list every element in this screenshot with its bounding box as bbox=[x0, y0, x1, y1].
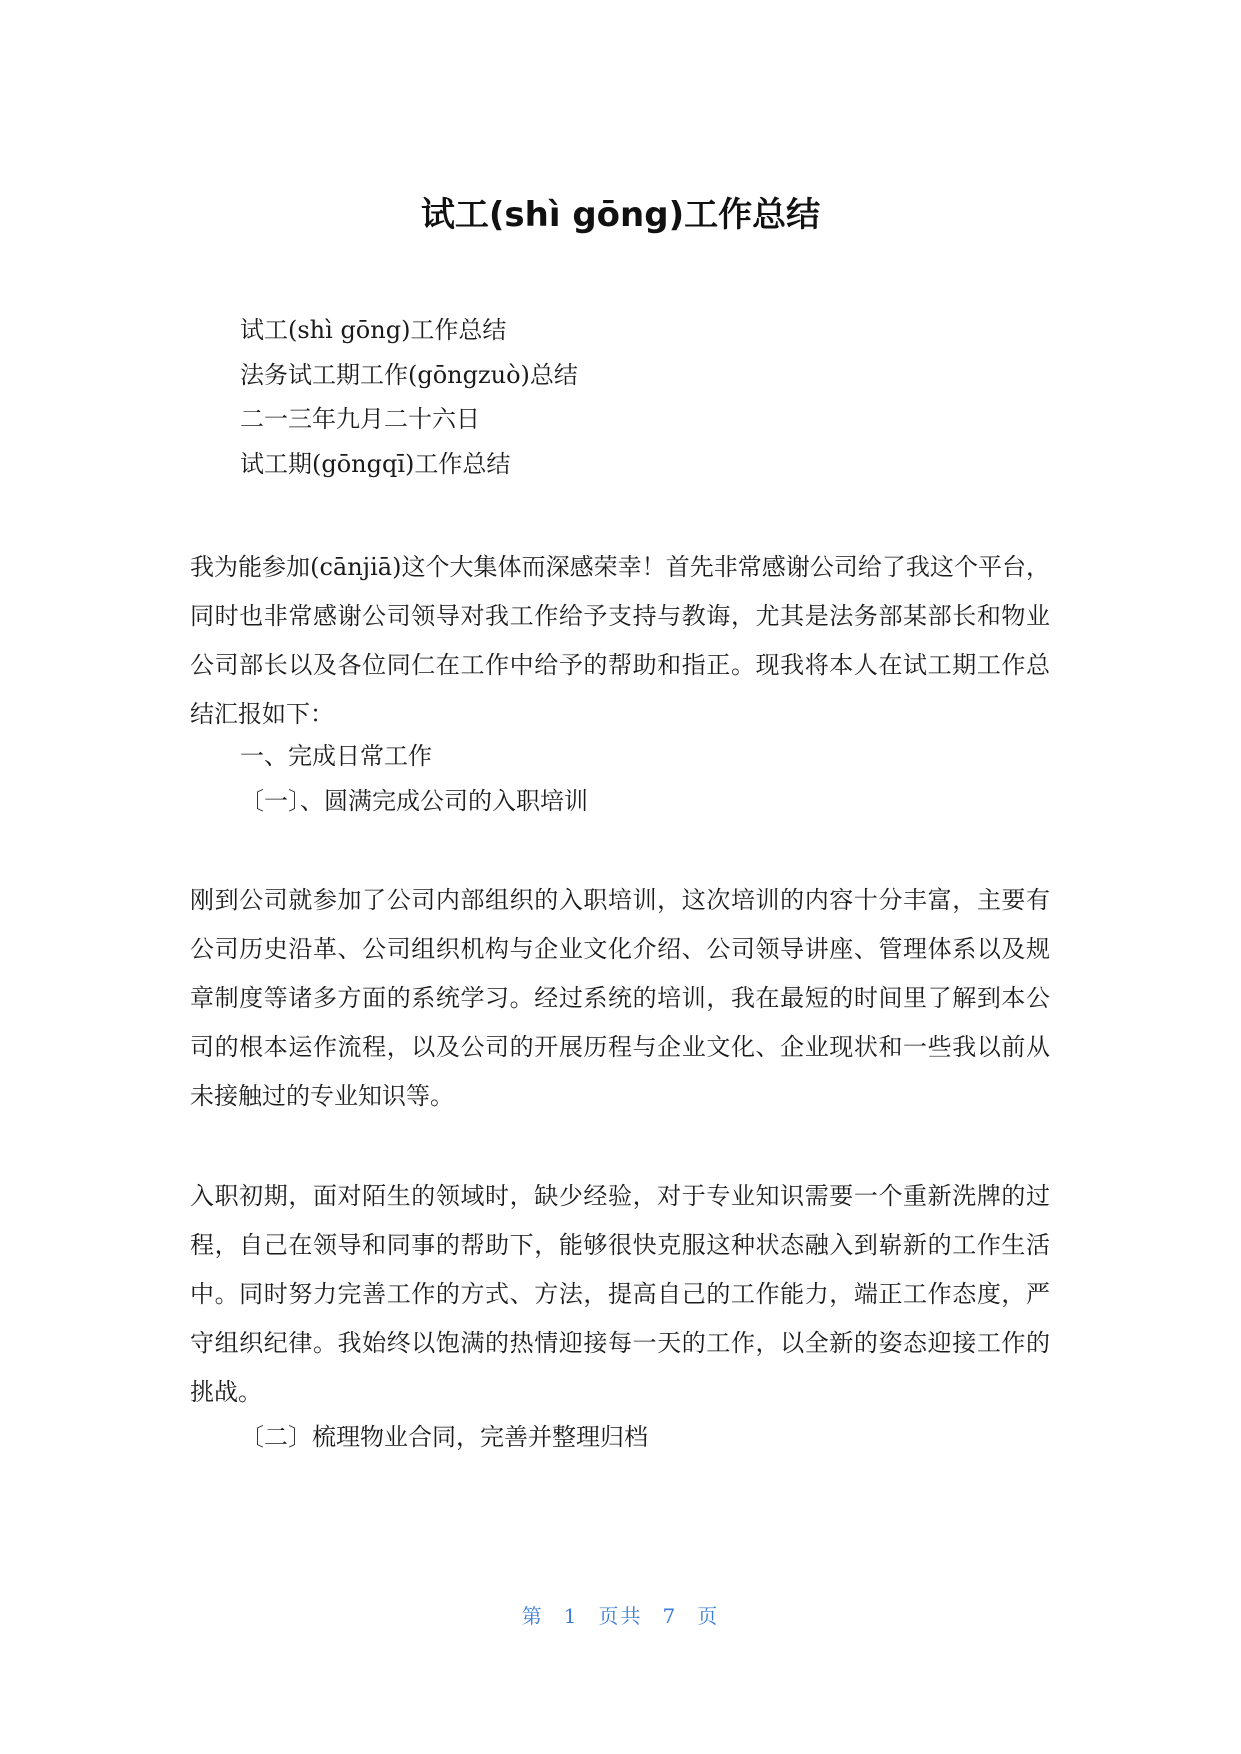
document-title: 试工(shì gōng)工作总结 bbox=[420, 195, 821, 235]
subsection-heading-training: 〔一〕、圆满完成公司的入职培训 bbox=[240, 787, 588, 815]
section-heading-daily-work: 一、完成日常工作 bbox=[240, 742, 432, 770]
header-line-period: 试工期(gōngqī)工作总结 bbox=[240, 450, 511, 478]
footer-suffix: 页 bbox=[697, 1604, 720, 1628]
paragraph-training: 刚到公司就参加了公司内部组织的入职培训，这次培训的内容十分丰富，主要有公司历史沿革、公司组织机构与企业文化介绍、公司领导讲座、管理体系以及规章制度等诸多方面的系统学习。经过系统的培训，我在最短的时间里了解到本公司的根本运作流程，以及公司的开展历程与企业文化、企业现状和一些我以前从未接触过的专业知识等。 bbox=[190, 886, 1050, 1110]
paragraph-adaptation: 入职初期，面对陌生的领域时，缺少经验，对于专业知识需要一个重新洗牌的过程，自己在领导和同事的帮助下，能够很快克服这种状态融入到崭新的工作生活中。同时努力完善工作的方式、方法，提高自己的工作能力，端正工作态度，严守组织纪律。我始终以饱满的热情迎接每一天的工作，以全新的姿态迎接工作的挑战。 bbox=[190, 1182, 1050, 1406]
header-line-title: 试工(shì gōng)工作总结 bbox=[240, 316, 507, 344]
page-footer bbox=[0, 1603, 1241, 1629]
footer-page-number: 1 bbox=[563, 1604, 579, 1628]
footer-total-pages: 7 bbox=[662, 1604, 678, 1628]
header-line-subtitle: 法务试工期工作(gōngzuò)总结 bbox=[240, 361, 578, 389]
subsection-heading-contracts: 〔二〕梳理物业合同，完善并整理归档 bbox=[240, 1423, 648, 1451]
paragraph-intro: 我为能参加(cānjiā)这个大集体而深感荣幸！首先非常感谢公司给了我这个平台，同时也非常感谢公司领导对我工作给予支持与教诲，尤其是法务部某部长和物业公司部长以及各位同仁在工作中给予的帮助和指正。现我将本人在试工期工作总结汇报如下： bbox=[190, 553, 1050, 728]
footer-prefix: 第 bbox=[521, 1604, 544, 1628]
header-line-date: 二一三年九月二十六日 bbox=[240, 405, 480, 433]
footer-middle: 页共 bbox=[598, 1604, 643, 1628]
